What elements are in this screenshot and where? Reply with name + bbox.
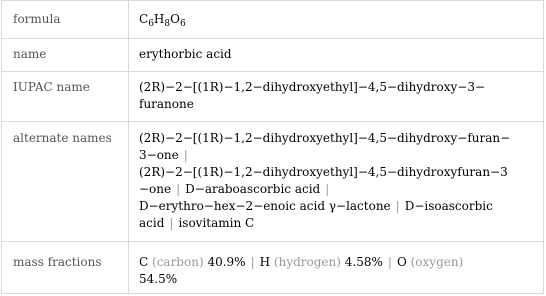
row-label-mass-fractions: mass fractions bbox=[2, 242, 129, 295]
iupac-name-value bbox=[129, 72, 543, 121]
formula-count-o: 6 bbox=[179, 19, 186, 29]
separator: | bbox=[183, 148, 188, 162]
alternate-line-5 bbox=[139, 198, 535, 215]
hydrogen-fraction: 4.58% bbox=[344, 255, 383, 269]
row-name bbox=[2, 38, 543, 71]
row-formula bbox=[2, 1, 543, 38]
formula-value bbox=[129, 1, 543, 38]
alternate-name-part: −one bbox=[139, 182, 172, 196]
carbon-fraction: 40.9% bbox=[207, 255, 246, 269]
iupac-line-2: furanone bbox=[139, 97, 194, 111]
alternate-name: isovitamin C bbox=[178, 216, 255, 230]
mass-line-2 bbox=[139, 271, 535, 288]
row-label-formula: formula bbox=[2, 1, 129, 38]
oxygen-name: (oxygen) bbox=[410, 255, 464, 269]
alternate-name: D−erythro−hex−2−enoic acid γ−lactone bbox=[139, 199, 391, 213]
separator: | bbox=[325, 182, 330, 196]
separator: | bbox=[169, 216, 174, 230]
alternate-name-part: 3−one bbox=[139, 148, 179, 162]
alternate-name: D−araboascorbic acid bbox=[185, 182, 321, 196]
oxygen-symbol: O bbox=[396, 255, 407, 269]
alternate-line-4 bbox=[139, 181, 535, 198]
row-label-alternate-names: alternate names bbox=[2, 122, 129, 241]
formula-element-c: C bbox=[139, 12, 149, 26]
alternate-line-6 bbox=[139, 215, 535, 232]
separator: | bbox=[395, 199, 400, 213]
name-value: erythorbic acid bbox=[139, 47, 232, 61]
formula-element-o: O bbox=[170, 12, 180, 26]
row-iupac-name bbox=[2, 71, 543, 121]
alternate-line-2 bbox=[139, 147, 535, 164]
hydrogen-name: (hydrogen) bbox=[273, 255, 341, 269]
separator: | bbox=[250, 255, 255, 269]
row-label-iupac-name: IUPAC name bbox=[2, 72, 129, 121]
carbon-name: (carbon) bbox=[152, 255, 204, 269]
alternate-line-1: (2R)−2−[(1R)−1,2−dihydroxyethyl]−4,5−dihydroxy−furan− bbox=[139, 131, 511, 145]
formula-element-h: H bbox=[153, 12, 165, 26]
oxygen-fraction: 54.5% bbox=[139, 272, 178, 286]
alternate-line-3: (2R)−2−[(1R)−1,2−dihydroxyethyl]−4,5−dihydroxyfuran−3 bbox=[139, 165, 508, 179]
row-label-name: name bbox=[2, 39, 129, 71]
separator: | bbox=[387, 255, 392, 269]
row-mass-fractions bbox=[2, 241, 543, 295]
alternate-name-part: acid bbox=[139, 216, 165, 230]
mass-fractions-value bbox=[129, 242, 543, 295]
carbon-symbol: C bbox=[139, 255, 149, 269]
row-alternate-names bbox=[2, 121, 543, 241]
hydrogen-symbol: H bbox=[259, 255, 271, 269]
alternate-names-value bbox=[129, 122, 543, 241]
formula-count-c: 6 bbox=[148, 19, 154, 29]
mass-line-1 bbox=[139, 254, 535, 271]
data-table bbox=[1, 0, 544, 294]
separator: | bbox=[176, 182, 181, 196]
formula-count-h: 8 bbox=[164, 19, 171, 29]
alternate-name-part: D−isoascorbic bbox=[404, 199, 493, 213]
iupac-line-1: (2R)−2−[(1R)−1,2−dihydroxyethyl]−4,5−dihydroxy−3− bbox=[139, 80, 486, 94]
